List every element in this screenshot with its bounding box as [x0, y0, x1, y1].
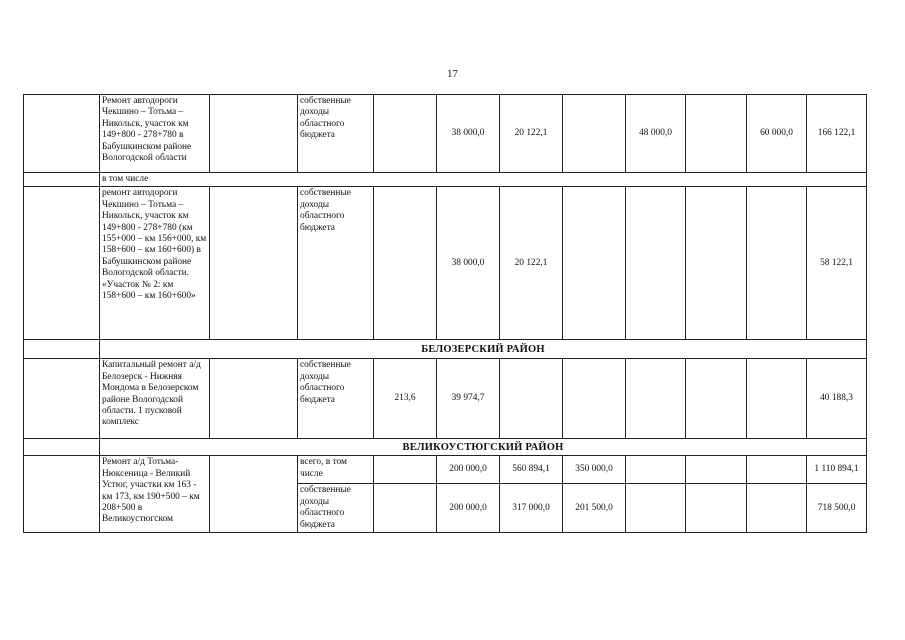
- year-value: [626, 187, 686, 340]
- section-row: [24, 340, 867, 359]
- year-value: [500, 359, 563, 439]
- district-title: БЕЛОЗЕРСКИЙ РАЙОН: [100, 340, 867, 359]
- year-value: 60 000,0: [747, 95, 807, 173]
- year-value: [374, 187, 437, 340]
- year-value: 20 122,1: [500, 187, 563, 340]
- year-value: [686, 456, 747, 484]
- empty-cell: [210, 187, 298, 340]
- total-value: 718 500,0: [807, 484, 867, 533]
- number-cell: [24, 359, 100, 439]
- total-value: 58 122,1: [807, 187, 867, 340]
- empty-cell: [24, 173, 100, 187]
- funding-source: собственные доходы областного бюджета: [298, 187, 374, 340]
- district-title: ВЕЛИКОУСТЮГСКИЙ РАЙОН: [100, 439, 867, 456]
- year-value: [374, 484, 437, 533]
- funding-source: собственные доходы областного бюджета: [298, 359, 374, 439]
- year-value: [686, 95, 747, 173]
- year-value: 39 974,7: [437, 359, 500, 439]
- year-value: [747, 187, 807, 340]
- empty-cell: [210, 456, 298, 533]
- year-value: [563, 187, 626, 340]
- year-value: 560 894,1: [500, 456, 563, 484]
- empty-cell: [210, 359, 298, 439]
- funding-source: собственные доходы областного бюджета: [298, 484, 374, 533]
- total-value: 166 122,1: [807, 95, 867, 173]
- year-value: 38 000,0: [437, 187, 500, 340]
- year-value: 201 500,0: [563, 484, 626, 533]
- object-name: Ремонт автодороги Чекшино – Тотьма – Никольск, участок км 149+800 - 278+780 в Бабушкинском районе Вологодской области: [100, 95, 210, 173]
- year-value: 20 122,1: [500, 95, 563, 173]
- table-row: [24, 95, 867, 173]
- funding-table: [23, 94, 867, 533]
- year-value: 200 000,0: [437, 484, 500, 533]
- empty-cell: [210, 95, 298, 173]
- funding-source: всего, в том числе: [298, 456, 374, 484]
- empty-cell: [24, 340, 100, 359]
- year-value: 213,6: [374, 359, 437, 439]
- subheader-label: в том числе: [100, 173, 867, 187]
- year-value: [626, 484, 686, 533]
- year-value: [747, 359, 807, 439]
- year-value: [747, 484, 807, 533]
- empty-cell: [24, 439, 100, 456]
- year-value: [374, 456, 437, 484]
- object-name: Ремонт а/д Тотьма-Нюксеница - Великий Устюг, участки км 163 - км 173, км 190+500 – км 208+500 в Великоустюгском: [100, 456, 210, 533]
- table-row: [24, 456, 867, 484]
- object-name: Капитальный ремонт а/д Белозерск - Нижняя Мондома в Белозерском районе Вологодской области. 1 пусковой комплекс: [100, 359, 210, 439]
- number-cell: [24, 187, 100, 340]
- year-value: [686, 484, 747, 533]
- number-cell: [24, 95, 100, 173]
- year-value: [626, 456, 686, 484]
- page-number: 17: [447, 68, 458, 80]
- year-value: [374, 95, 437, 173]
- table-row: [24, 187, 867, 340]
- year-value: [686, 187, 747, 340]
- funding-source: собственные доходы областного бюджета: [298, 95, 374, 173]
- total-value: 40 188,3: [807, 359, 867, 439]
- year-value: 350 000,0: [563, 456, 626, 484]
- year-value: [563, 359, 626, 439]
- number-cell: [24, 456, 100, 533]
- year-value: 200 000,0: [437, 456, 500, 484]
- year-value: 48 000,0: [626, 95, 686, 173]
- total-value: 1 110 894,1: [807, 456, 867, 484]
- year-value: [747, 456, 807, 484]
- table-row: [24, 173, 867, 187]
- table-row: [24, 359, 867, 439]
- year-value: 38 000,0: [437, 95, 500, 173]
- object-name: ремонт автодороги Чекшино – Тотьма – Никольск, участок км 149+800 - 278+780 (км 155+000 – км 156+000, км 158+600 – км 160+600) в Бабушкинском районе Вологодской области. «Участок № 2: км 158+600 – км 160+600»: [100, 187, 210, 340]
- year-value: [686, 359, 747, 439]
- year-value: [626, 359, 686, 439]
- year-value: [563, 95, 626, 173]
- year-value: 317 000,0: [500, 484, 563, 533]
- section-row: [24, 439, 867, 456]
